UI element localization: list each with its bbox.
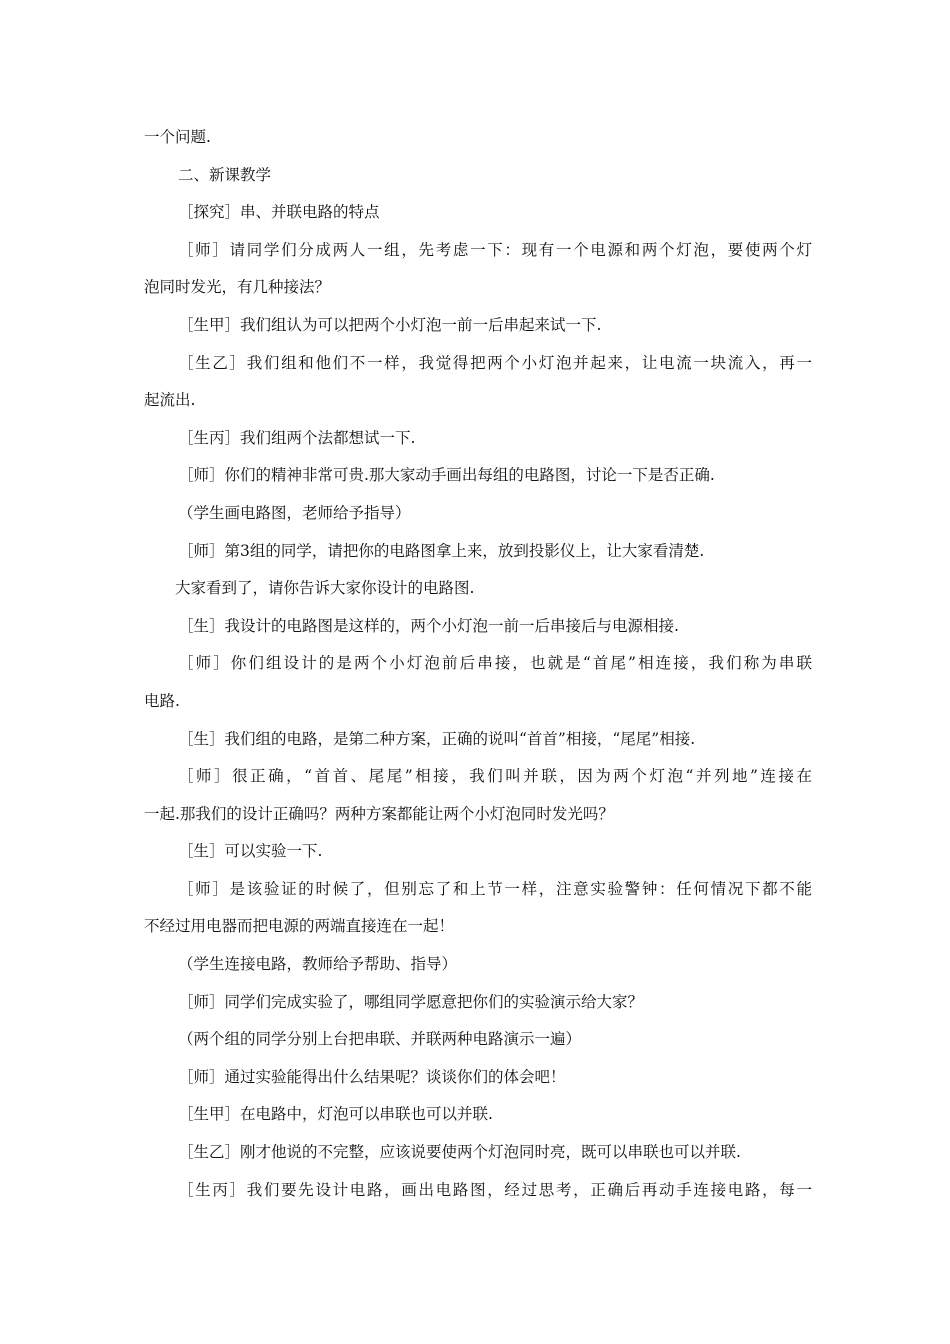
text-line: ［生丙］我们要先设计电路，画出电路图，经过思考，正确后再动手连接电路，每一 [178,1180,812,1199]
text-line: 泡同时发光，有几种接法？ [144,278,331,297]
text-line: ［师］很正确，“首首、尾尾”相接，我们叫并联，因为两个灯泡“并列地”连接在 [178,767,812,786]
text-line: ［师］通过实验能得出什么结果呢？谈谈你们的体会吧！ [178,1067,566,1086]
text-line: ［生乙］刚才他说的不完整，应该说要使两个灯泡同时亮，既可以串联也可以并联. [178,1143,741,1162]
topic-heading: ［探究］串、并联电路的特点 [178,203,380,222]
text-line: （学生画电路图，老师给予指导） [178,503,411,522]
text-line: ［师］你们组设计的是两个小灯泡前后串接，也就是“首尾”相连接，我们称为串联 [178,654,812,673]
document-body [144,119,812,1209]
text-line: 不经过用电器而把电源的两端直接连在一起！ [144,917,455,936]
text-line: ［师］同学们完成实验了，哪组同学愿意把你们的实验演示给大家？ [178,992,644,1011]
text-line: 一个问题. [144,128,211,146]
text-line: 大家看到了，请你告诉大家你设计的电路图. [175,579,475,598]
text-line: ［生］我们组的电路，是第二种方案，正确的说叫“首首”相接，“尾尾”相接. [178,729,696,748]
text-line: （学生连接电路，教师给予帮助、指导） [178,955,458,974]
text-line: ［生］可以实验一下. [178,842,323,861]
section-heading: 二、新课教学 [178,165,272,184]
text-line: ［生甲］在电路中，灯泡可以串联也可以并联. [178,1105,493,1124]
text-line: 起流出. [144,391,196,410]
text-line: ［师］请同学们分成两人一组，先考虑一下：现有一个电源和两个灯泡，要使两个灯 [178,240,812,259]
text-line: ［师］第3组的同学，请把你的电路图拿上来，放到投影仪上，让大家看清楚. [178,541,705,560]
text-line: ［生乙］我们组和他们不一样，我觉得把两个小灯泡并起来，让电流一块流入，再一 [178,353,812,372]
text-line: 电路. [144,691,180,710]
text-line: ［生］我设计的电路图是这样的，两个小灯泡一前一后串接后与电源相接. [178,616,679,635]
text-line: ［师］你们的精神非常可贵.那大家动手画出每组的电路图，讨论一下是否正确. [178,466,715,485]
text-line: ［生丙］我们组两个法都想试一下. [178,428,416,447]
text-line: 一起.那我们的设计正确吗？两种方案都能让两个小灯泡同时发光吗？ [144,804,614,823]
text-line: ［师］是该验证的时候了，但别忘了和上节一样，注意实验警钟：任何情况下都不能 [178,879,812,898]
text-line: ［生甲］我们组认为可以把两个小灯泡一前一后串起来试一下. [178,315,602,334]
text-line: （两个组的同学分别上台把串联、并联两种电路演示一遍） [178,1030,582,1049]
